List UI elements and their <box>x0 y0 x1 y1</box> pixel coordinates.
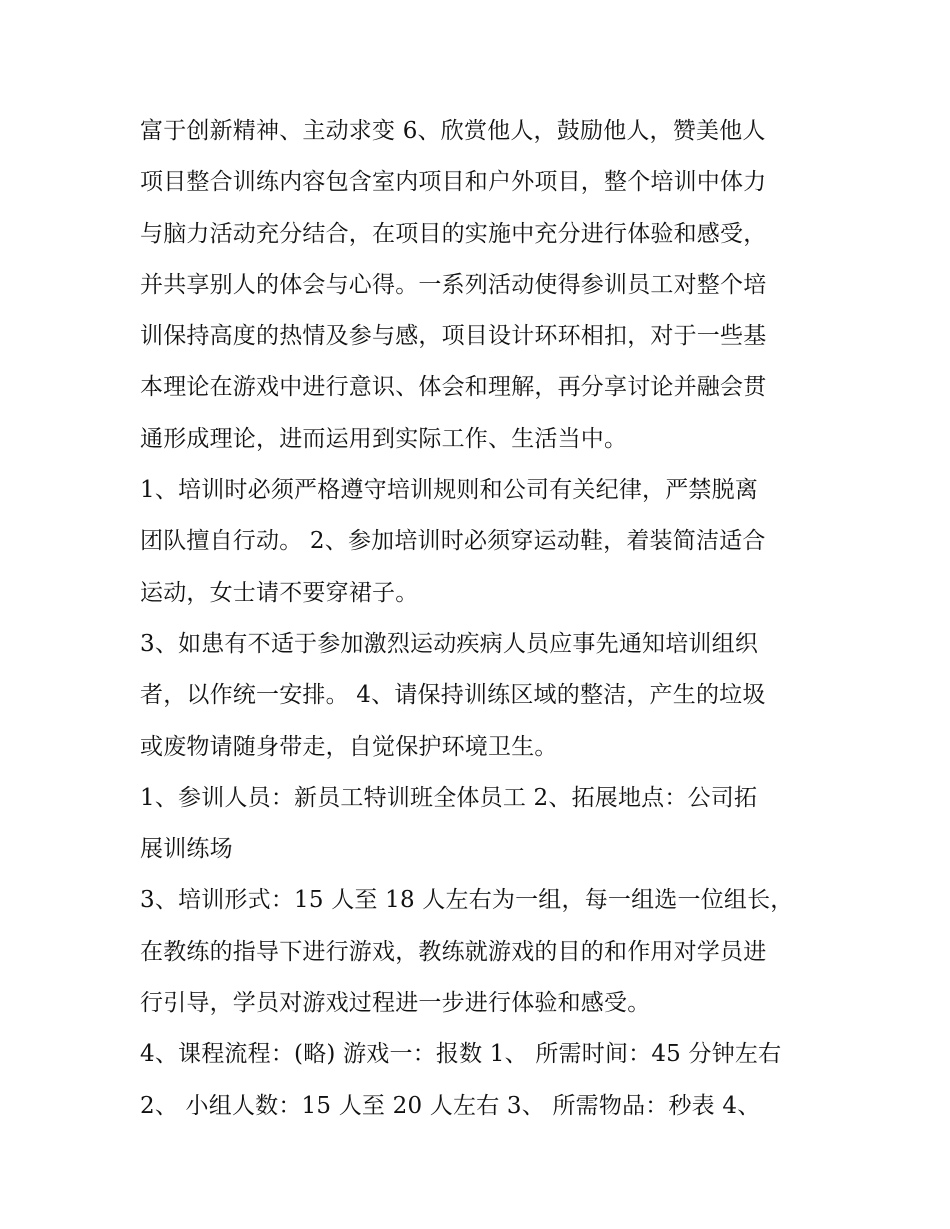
text-line: 训保持高度的热情及参与感，项目设计环环相扣，对于一些基 <box>140 323 767 350</box>
text-line: 者，以作统一安排。 4、请保持训练区域的整洁，产生的垃圾 <box>140 682 766 709</box>
text-line: 展训练场 <box>140 836 233 863</box>
text-line: 与脑力活动充分结合，在项目的实施中充分进行体验和感受， <box>140 220 767 247</box>
text-line: 或废物请随身带走，自觉保护环境卫生。 <box>140 733 558 760</box>
text-line: 运动，女士请不要穿裙子。 <box>140 579 419 606</box>
text-line: 4、课程流程：(略) 游戏一：报数 1、 所需时间：45 分钟左右 <box>140 1041 782 1068</box>
text-line: 团队擅自行动。 2、参加培训时必须穿运动鞋，着装简洁适合 <box>140 528 766 555</box>
text-line: 并共享别人的体会与心得。一系列活动使得参训员工对整个培 <box>140 271 767 298</box>
text-line: 本理论在游戏中进行意识、体会和理解，再分享讨论并融会贯 <box>140 374 767 401</box>
text-line: 在教练的指导下进行游戏，教练就游戏的目的和作用对学员进 <box>140 938 767 965</box>
document-body <box>140 106 820 1132</box>
text-line: 3、培训形式：15 人至 18 人左右为一组，每一组选一位组长， <box>140 887 794 914</box>
text-line: 通形成理论，进而运用到实际工作、生活当中。 <box>140 425 628 452</box>
text-line: 1、培训时必须严格遵守培训规则和公司有关纪律，严禁脱离 <box>140 477 759 504</box>
text-line: 1、参训人员：新员工特训班全体员工 2、拓展地点：公司拓 <box>140 784 758 811</box>
text-line: 3、如患有不适于参加激烈运动疾病人员应事先通知培训组织 <box>140 630 759 657</box>
text-line: 项目整合训练内容包含室内项目和户外项目，整个培训中体力 <box>140 169 767 196</box>
text-line: 行引导，学员对游戏过程进一步进行体验和感受。 <box>140 990 651 1017</box>
text-line: 富于创新精神、主动求变 6、欣赏他人，鼓励他人，赞美他人 <box>140 118 766 144</box>
text-line: 2、 小组人数：15 人至 20 人左右 3、 所需物品：秒表 4、 <box>140 1092 761 1119</box>
